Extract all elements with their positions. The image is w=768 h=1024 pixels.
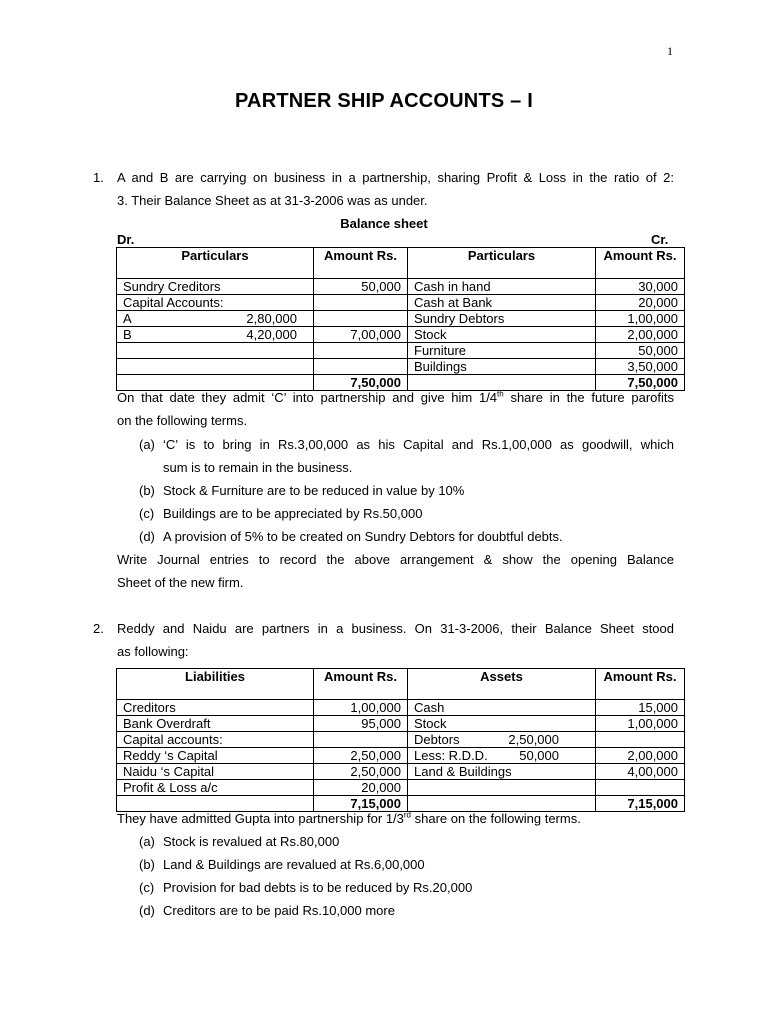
question-2-line-1: Reddy and Naidu are partners in a business. On 31-3-2006, their Balance Sheet stood <box>117 621 674 636</box>
table-row <box>117 327 685 343</box>
term-b-tag: (b) <box>139 483 155 498</box>
header-amount-right: Amount Rs. <box>596 669 685 700</box>
table-total-empty <box>117 796 314 812</box>
left-particular: Capital Accounts: <box>117 295 314 311</box>
table-row <box>117 732 685 748</box>
term-a-tag: (a) <box>139 437 155 452</box>
left-particular: Sundry Creditors <box>117 279 314 295</box>
term-a-line-1: ‘C’ is to bring in Rs.3,00,000 as his Capital and Rs.1,00,000 as goodwill, which <box>163 437 674 452</box>
asset: Land & Buildings <box>408 764 596 780</box>
table-row <box>117 359 685 375</box>
table-total-empty <box>408 796 596 812</box>
question-2-line-2: as following: <box>117 644 189 659</box>
header-amount-left: Amount Rs. <box>314 248 408 279</box>
asset-amount: 4,00,000 <box>596 764 685 780</box>
left-particular <box>117 359 314 375</box>
left-amount <box>314 311 408 327</box>
right-particular: Cash at Bank <box>408 295 596 311</box>
total-left: 7,50,000 <box>314 375 408 391</box>
table-row <box>117 311 685 327</box>
right-particular: Cash in hand <box>408 279 596 295</box>
liability-amount <box>314 732 408 748</box>
term-b-text: Stock & Furniture are to be reduced in value by 10% <box>163 483 465 498</box>
term-a-line-2: sum is to remain in the business. <box>163 460 353 475</box>
table-row <box>117 279 685 295</box>
right-amount: 20,000 <box>596 295 685 311</box>
table-row <box>117 780 685 796</box>
table-row <box>117 748 685 764</box>
asset-amount <box>596 732 685 748</box>
question-2-number: 2. <box>93 621 104 636</box>
q2-term-d-text: Creditors are to be paid Rs.10,000 more <box>163 903 395 918</box>
right-particular: Stock <box>408 327 596 343</box>
admission-gupta-text: They have admitted Gupta into partnership for 1/3rd share on the following terms. <box>117 810 581 826</box>
asset: Less: R.D.D. 50,000 <box>408 748 596 764</box>
table-row <box>117 700 685 716</box>
page-number: 1 <box>667 44 673 58</box>
header-amount-left: Amount Rs. <box>314 669 408 700</box>
liability: Capital accounts: <box>117 732 314 748</box>
liability-amount: 95,000 <box>314 716 408 732</box>
table-row <box>117 764 685 780</box>
table-total-empty <box>408 375 596 391</box>
q2-term-d-tag: (d) <box>139 903 155 918</box>
right-amount: 1,00,000 <box>596 311 685 327</box>
instruction-line-2: Sheet of the new firm. <box>117 575 244 590</box>
table-total-empty <box>117 375 314 391</box>
table-row <box>117 295 685 311</box>
term-d-text: A provision of 5% to be created on Sundry Debtors for doubtful debts. <box>163 529 563 544</box>
cr-label: Cr. <box>651 232 669 247</box>
q2-term-a-text: Stock is revalued at Rs.80,000 <box>163 834 340 849</box>
liability: Profit & Loss a/c <box>117 780 314 796</box>
liability: Naidu ‘s Capital <box>117 764 314 780</box>
liability-amount: 20,000 <box>314 780 408 796</box>
header-amount-right: Amount Rs. <box>596 248 685 279</box>
right-particular: Buildings <box>408 359 596 375</box>
left-particular <box>117 343 314 359</box>
asset <box>408 780 596 796</box>
asset-amount: 15,000 <box>596 700 685 716</box>
asset: Debtors 2,50,000 <box>408 732 596 748</box>
admission-text-line-1: On that date they admit ‘C’ into partnership and give him 1/4th share in the future parofits <box>117 389 674 405</box>
asset: Stock <box>408 716 596 732</box>
asset-amount: 1,00,000 <box>596 716 685 732</box>
term-d-tag: (d) <box>139 529 155 544</box>
left-amount <box>314 295 408 311</box>
left-amount: 50,000 <box>314 279 408 295</box>
right-particular: Furniture <box>408 343 596 359</box>
liability-amount: 2,50,000 <box>314 764 408 780</box>
balance-sheet-title: Balance sheet <box>340 216 428 231</box>
asset-amount <box>596 780 685 796</box>
right-amount: 3,50,000 <box>596 359 685 375</box>
table-row <box>117 343 685 359</box>
q2-term-c-text: Provision for bad debts is to be reduced by Rs.20,000 <box>163 880 473 895</box>
left-particular: A 2,80,000 <box>117 311 314 327</box>
liability: Creditors <box>117 700 314 716</box>
asset: Cash <box>408 700 596 716</box>
right-amount: 30,000 <box>596 279 685 295</box>
left-amount <box>314 343 408 359</box>
table-row <box>117 716 685 732</box>
q2-term-c-tag: (c) <box>139 880 155 895</box>
term-c-text: Buildings are to be appreciated by Rs.50,000 <box>163 506 423 521</box>
liability: Reddy ‘s Capital <box>117 748 314 764</box>
total-right: 7,15,000 <box>596 796 685 812</box>
dr-label: Dr. <box>117 232 135 247</box>
left-particular: B 4,20,000 <box>117 327 314 343</box>
question-1-line-1: A and B are carrying on business in a partnership, sharing Profit & Loss in the ratio of 2: <box>117 170 674 185</box>
header-liabilities: Liabilities <box>117 669 314 700</box>
total-right: 7,50,000 <box>596 375 685 391</box>
instruction-line-1: Write Journal entries to record the above arrangement & show the opening Balance <box>117 552 674 567</box>
right-amount: 2,00,000 <box>596 327 685 343</box>
liability-amount: 1,00,000 <box>314 700 408 716</box>
balance-sheet-1 <box>116 247 685 391</box>
left-amount: 7,00,000 <box>314 327 408 343</box>
right-particular: Sundry Debtors <box>408 311 596 327</box>
page-title: PARTNER SHIP ACCOUNTS – I <box>235 90 533 112</box>
term-c-tag: (c) <box>139 506 155 521</box>
right-amount: 50,000 <box>596 343 685 359</box>
question-1-number: 1. <box>93 170 104 185</box>
header-particulars-right: Particulars <box>408 248 596 279</box>
total-left: 7,15,000 <box>314 796 408 812</box>
q2-term-b-text: Land & Buildings are revalued at Rs.6,00,000 <box>163 857 425 872</box>
liability-amount: 2,50,000 <box>314 748 408 764</box>
balance-sheet-2 <box>116 668 685 812</box>
q2-term-b-tag: (b) <box>139 857 155 872</box>
asset-amount: 2,00,000 <box>596 748 685 764</box>
question-1-line-2: 3. Their Balance Sheet as at 31-3-2006 was as under. <box>117 193 428 208</box>
left-amount <box>314 359 408 375</box>
header-assets: Assets <box>408 669 596 700</box>
header-particulars-left: Particulars <box>117 248 314 279</box>
liability: Bank Overdraft <box>117 716 314 732</box>
q2-term-a-tag: (a) <box>139 834 155 849</box>
admission-text-line-2: on the following terms. <box>117 413 248 428</box>
